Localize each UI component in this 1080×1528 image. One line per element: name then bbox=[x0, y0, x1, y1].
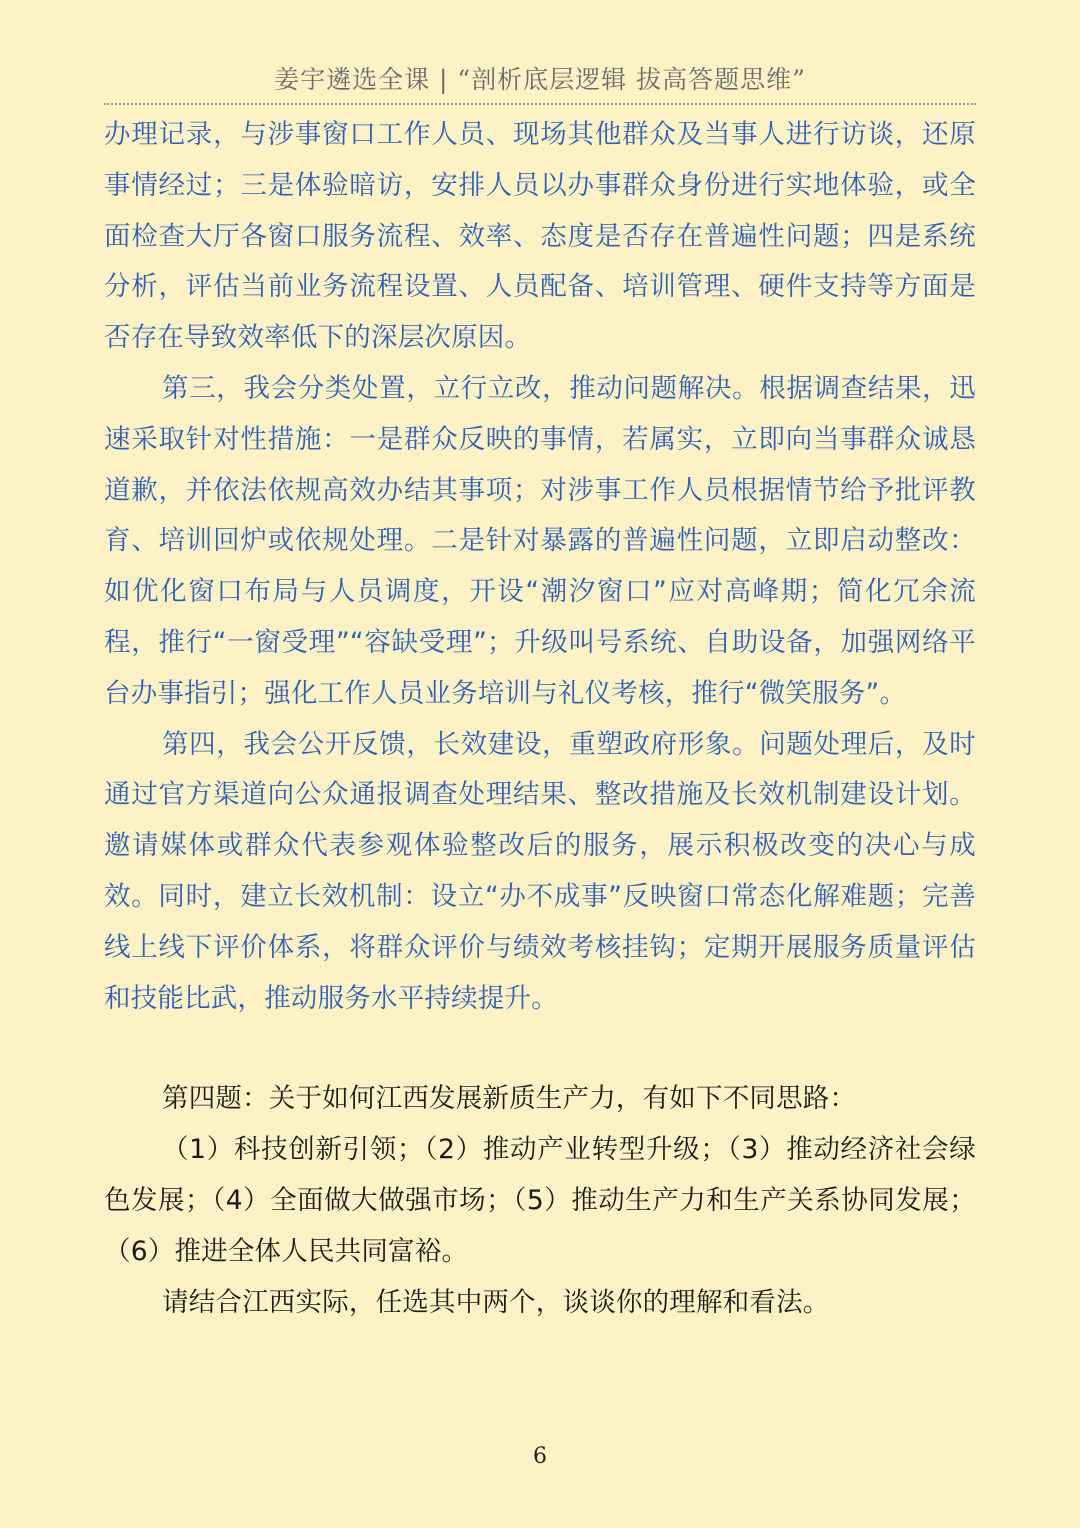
running-header: 姜宇遴选全课 | “剖析底层逻辑 拔高答题思维” bbox=[274, 65, 806, 94]
question-four-title: 第四题：关于如何江西发展新质生产力，有如下不同思路： bbox=[162, 1083, 857, 1115]
paragraph-gap bbox=[104, 1024, 976, 1074]
page-number: 6 bbox=[533, 1444, 547, 1469]
answer-paragraph-continued: 办理记录，与涉事窗口工作人员、现场其他群众及当事人进行访谈，还原事情经过；三是体验暗访，安排人员以办事群众身份进行实地体验，或全面检查大厅各窗口服务流程、效率、态度是否存在普遍性问题；四是系统分析，评估当前业务流程设置、人员配备、培训管理、硬件支持等方面是否存在导致效率低下的深层次原因。 bbox=[104, 119, 976, 354]
answer-paragraph-fourth-point: 第四，我会公开反馈，长效建设，重塑政府形象。问题处理后，及时通过官方渠道向公众通报调查处理结果、整改措施及长效机制建设计划。邀请媒体或群众代表参观体验整改后的服务，展示积极改变的决心与成效。同时，建立长效机制：设立“办不成事”反映窗口常态化解难题；完善线上线下评价体系，将群众评价与绩效考核挂钩；定期开展服务质量评估和技能比武，推动服务水平持续提升。 bbox=[104, 728, 976, 1014]
header-dotted-rule bbox=[104, 103, 976, 105]
answer-paragraph-third-point: 第三，我会分类处置，立行立改，推动问题解决。根据调查结果，迅速采取针对性措施：一是群众反映的事情，若属实，立即向当事群众诚恳道歉，并依法依规高效办结其事项；对涉事工作人员根据情节给予批评教育、培训回炉或依规处理。二是针对暴露的普遍性问题，立即启动整改：如优化窗口布局与人员调度，开设“潮汐窗口”应对高峰期；简化冗余流程，推行“一窗受理”“容缺受理”；升级叫号系统、自助设备，加强网络平台办事指引；强化工作人员业务培训与礼仪考核，推行“微笑服务”。 bbox=[104, 372, 976, 709]
body-text bbox=[104, 110, 976, 1328]
question-four-options: （1）科技创新引领；（2）推动产业转型升级；（3）推动经济社会绿色发展；（4）全面做大做强市场；（5）推动生产力和生产关系协同发展；（6）推进全体人民共同富裕。 bbox=[104, 1134, 976, 1267]
question-four-prompt: 请结合江西实际，任选其中两个，谈谈你的理解和看法。 bbox=[162, 1286, 830, 1318]
